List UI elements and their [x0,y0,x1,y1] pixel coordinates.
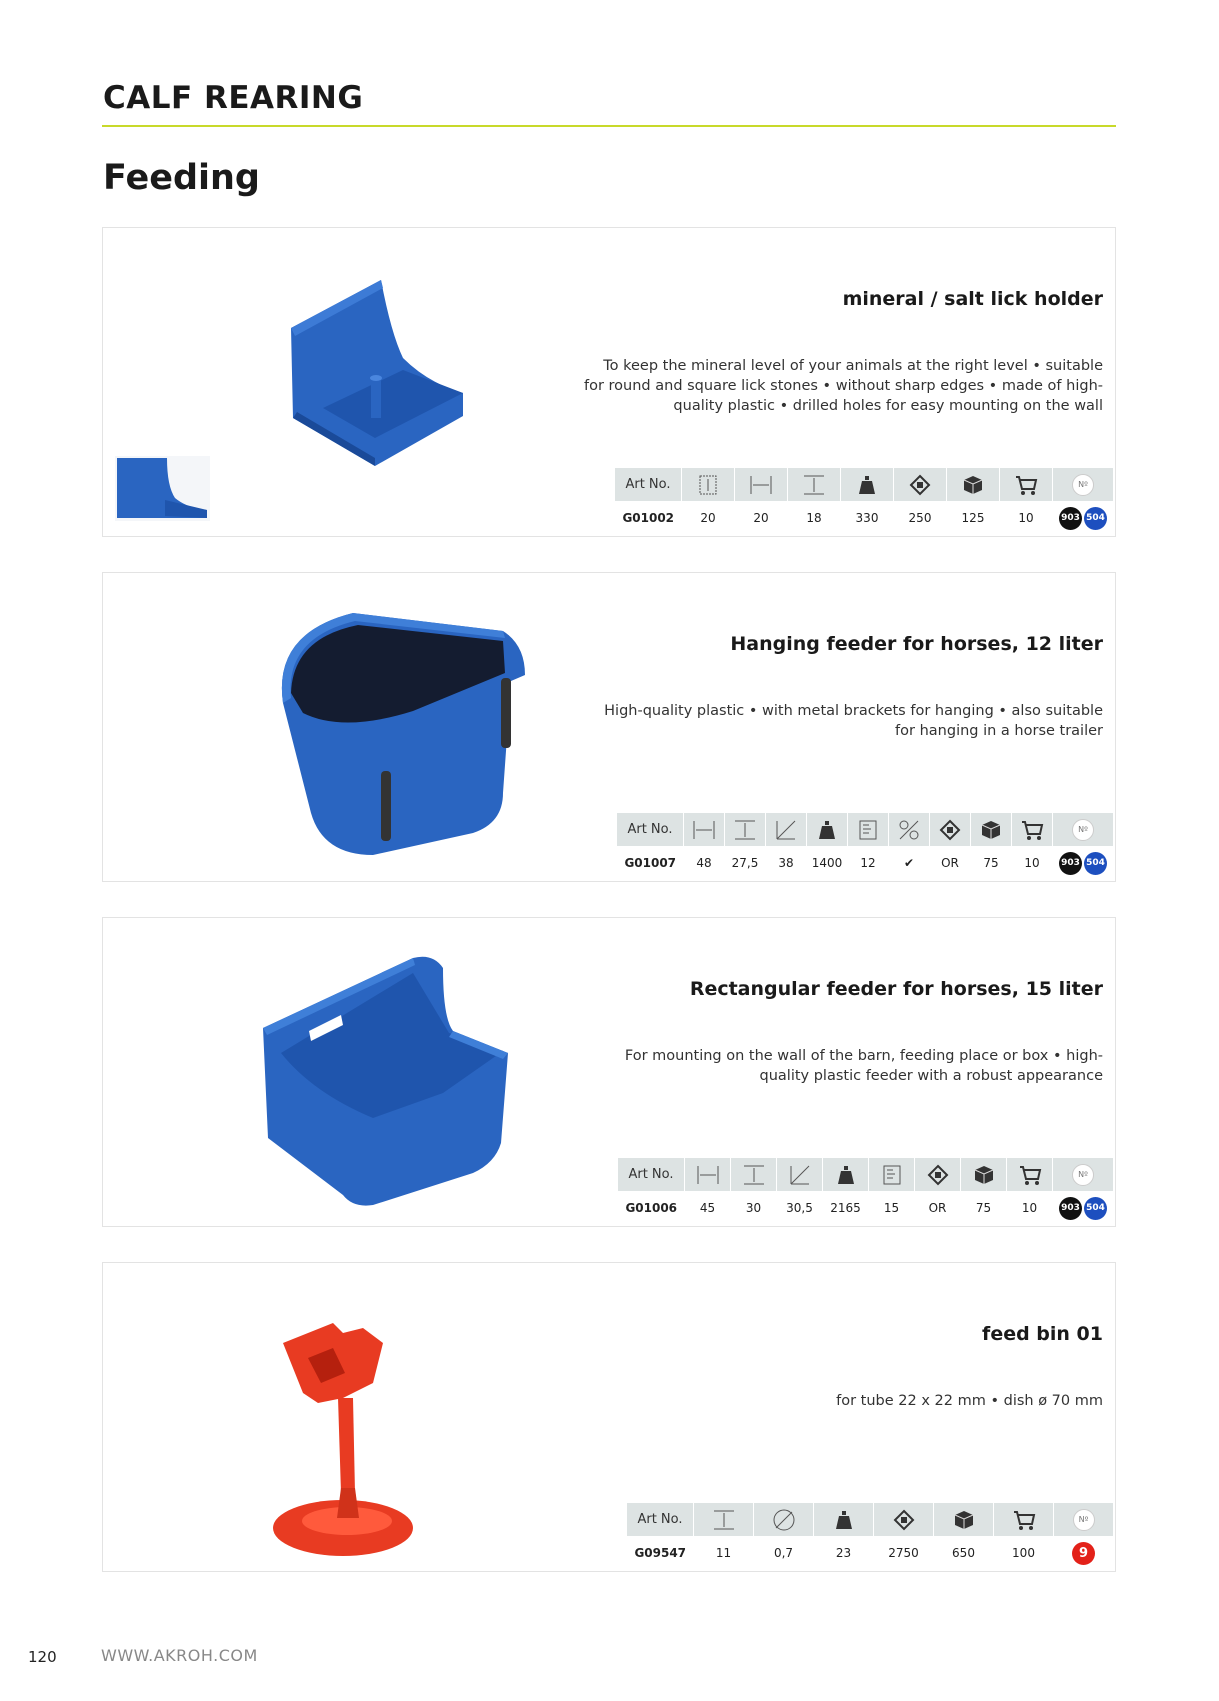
spec-value: 125 [947,501,1000,535]
spec-value: 30 [731,1191,777,1225]
box-icon [971,813,1012,846]
height-icon [694,1503,754,1536]
spec-value: 23 [814,1536,874,1570]
pallet-icon [915,1158,961,1191]
spec-table [617,813,1114,880]
product-title: Hanging feeder for horses, 12 liter [730,633,1103,655]
pallet-icon [894,468,947,501]
height-box-icon [682,468,735,501]
product-description: High-quality plastic • with metal brackets for hanging • also suitable for hanging in a horse trailer [604,703,1103,739]
box-icon [961,1158,1007,1191]
product-card-rectangular-feeder [102,917,1116,1227]
color-dot: 9 [1072,1542,1095,1565]
hanging-feeder-image [263,593,563,863]
height-icon [731,1158,777,1191]
spec-value: 10 [1012,846,1053,880]
capacity-icon [869,1158,915,1191]
diagonal-icon [766,813,807,846]
spec-value: 100 [994,1536,1054,1570]
pallet-icon [874,1503,934,1536]
header-title: CALF REARING [103,80,364,116]
color-dot: 504 [1084,507,1107,530]
rectangular-feeder-image [253,933,553,1213]
color-dot: 903 [1059,1197,1082,1220]
product-description: For mounting on the wall of the barn, feeding place or box • high-quality plastic feeder with a robust appearance [624,1048,1103,1084]
spec-value: 0,7 [754,1536,814,1570]
width-icon [685,1158,731,1191]
spec-value: ✔ [889,846,930,880]
number-badge: Nº [1072,474,1094,496]
color-dot: 504 [1084,852,1107,875]
spec-value: 12 [848,846,889,880]
capacity-icon [848,813,889,846]
art-number: G01002 [615,501,682,535]
weight-icon [841,468,894,501]
product-card-feed-bin [102,1262,1116,1572]
art-no-label: Art No. [618,1158,685,1191]
page-number: 120 [28,1648,57,1666]
spec-value: 18 [788,501,841,535]
art-number: G01006 [618,1191,685,1225]
color-dot: 903 [1059,852,1082,875]
color-dot: 903 [1059,507,1082,530]
spec-value: 10 [1007,1191,1053,1225]
percent-icon [889,813,930,846]
spec-value: 15 [869,1191,915,1225]
height-icon [725,813,766,846]
spec-value: 650 [934,1536,994,1570]
cart-icon [1012,813,1053,846]
product-card-hanging-feeder [102,572,1116,882]
spec-value: OR [915,1191,961,1225]
cart-icon [1007,1158,1053,1191]
weight-icon [823,1158,869,1191]
spec-value: 45 [685,1191,731,1225]
spec-table [615,468,1114,535]
product-description: for tube 22 x 22 mm • dish ø 70 mm [836,1393,1103,1409]
spec-value: 20 [735,501,788,535]
box-icon [947,468,1000,501]
art-number: G09547 [627,1536,694,1570]
spec-table [618,1158,1114,1225]
spec-value: 2750 [874,1536,934,1570]
box-icon [934,1503,994,1536]
product-card-salt-lick-holder [102,227,1116,537]
art-no-label: Art No. [615,468,682,501]
spec-value: 48 [684,846,725,880]
spec-value: 20 [682,501,735,535]
spec-value: 30,5 [777,1191,823,1225]
spec-table [627,1503,1114,1570]
product-title: feed bin 01 [982,1323,1103,1345]
width-icon [684,813,725,846]
spec-value: OR [930,846,971,880]
spec-value: 11 [694,1536,754,1570]
salt-lick-holder-image [253,258,493,468]
section-title: Feeding [103,158,260,198]
spec-value: 75 [961,1191,1007,1225]
spec-value: 27,5 [725,846,766,880]
number-badge: Nº [1073,1509,1095,1531]
feed-bin-image [263,1303,463,1563]
art-number: G01007 [617,846,684,880]
pallet-icon [930,813,971,846]
weight-icon [807,813,848,846]
diagonal-icon [777,1158,823,1191]
spec-value: 75 [971,846,1012,880]
website-url[interactable]: WWW.AKROH.COM [101,1646,258,1665]
spec-value: 1400 [807,846,848,880]
weight-icon [814,1503,874,1536]
header-rule [102,125,1116,127]
spec-value: 38 [766,846,807,880]
product-title: Rectangular feeder for horses, 15 liter [689,978,1103,1000]
art-no-label: Art No. [617,813,684,846]
product-title: mineral / salt lick holder [842,288,1103,310]
width-icon [735,468,788,501]
diameter-icon [754,1503,814,1536]
number-badge: Nº [1072,1164,1094,1186]
spec-value: 330 [841,501,894,535]
spec-value: 10 [1000,501,1053,535]
product-description: To keep the mineral level of your animals at the right level • suitable for round and square lick stones • without sharp edges • made of high-quality plastic • drilled holes for easy mounting on the wall [583,358,1103,414]
cart-icon [994,1503,1054,1536]
spec-value: 250 [894,501,947,535]
height-icon [788,468,841,501]
number-badge: Nº [1072,819,1094,841]
art-no-label: Art No. [627,1503,694,1536]
cart-icon [1000,468,1053,501]
color-dot: 504 [1084,1197,1107,1220]
salt-lick-holder-thumbnail [115,456,210,521]
spec-value: 2165 [823,1191,869,1225]
